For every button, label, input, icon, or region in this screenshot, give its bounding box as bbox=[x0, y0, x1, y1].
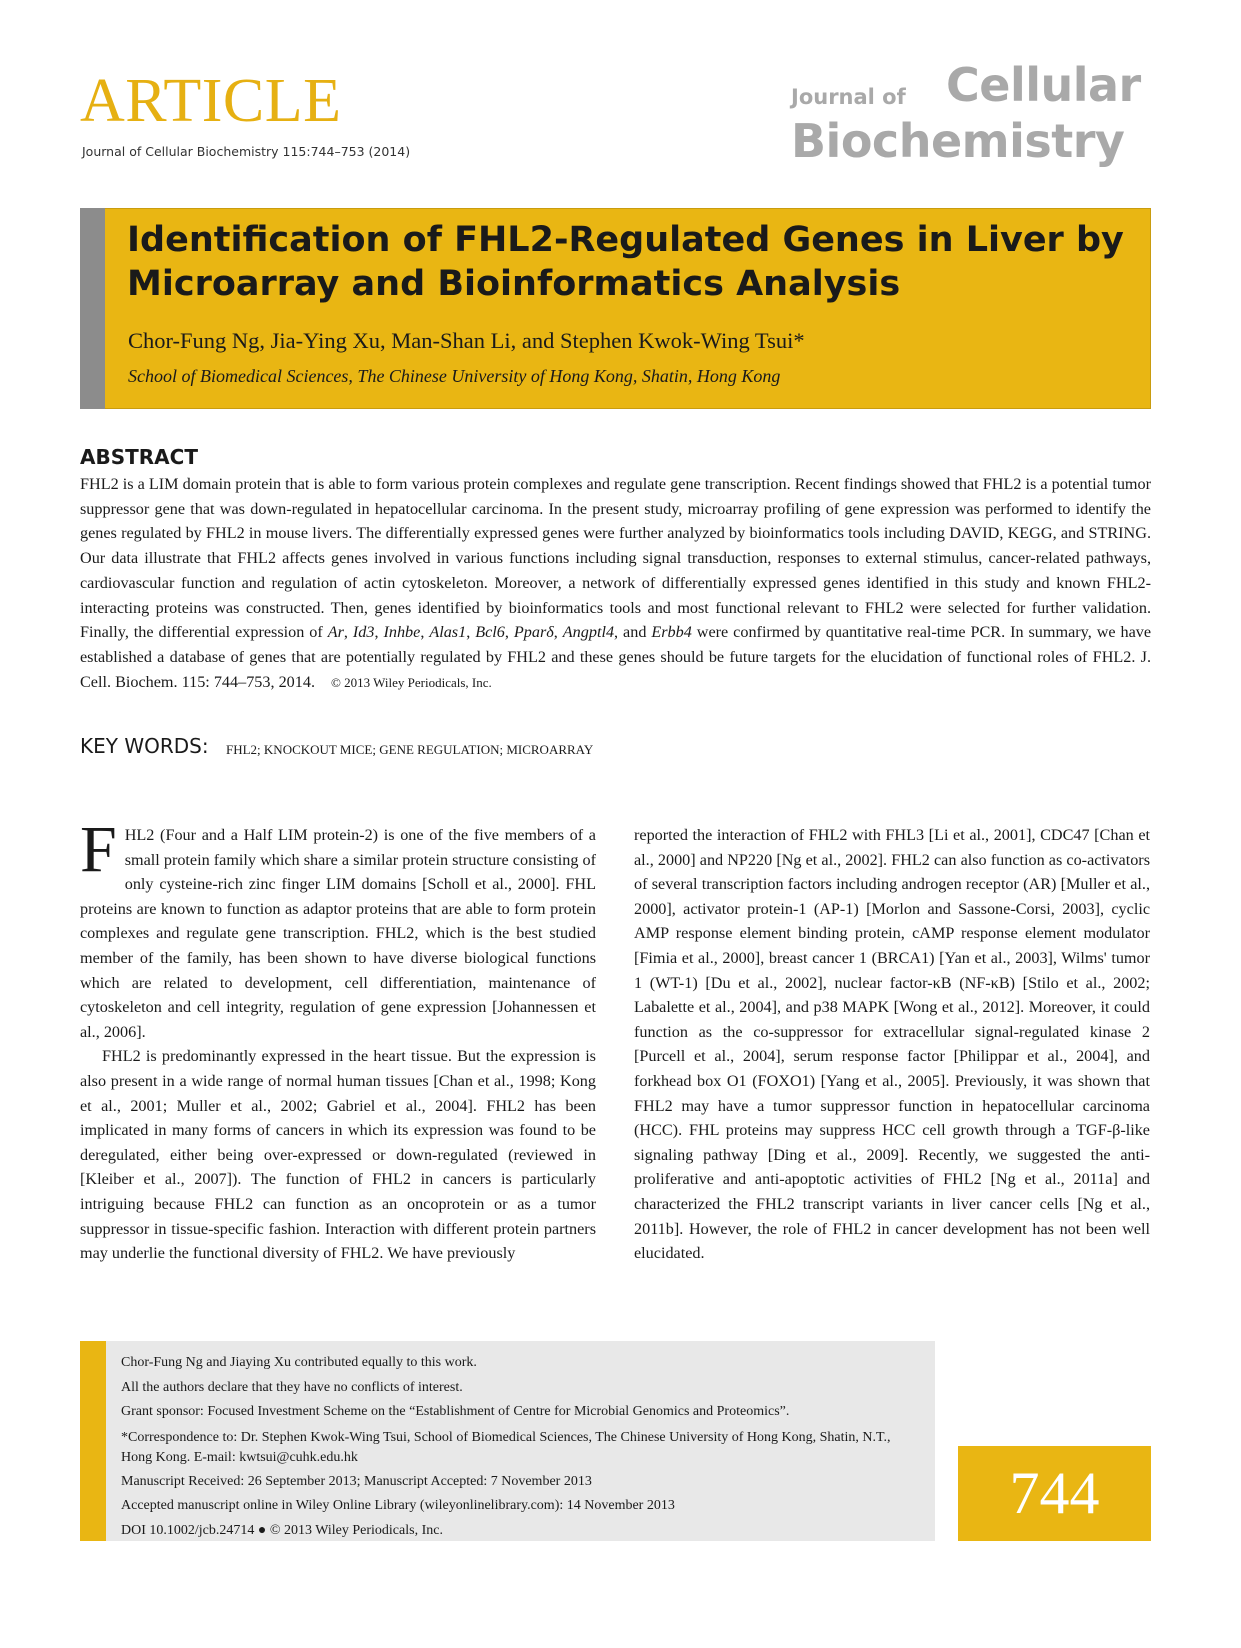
footnote-line: All the authors declare that they have no conflicts of interest. bbox=[121, 1379, 463, 1395]
journal-logo-line2: Biochemistry bbox=[791, 114, 1125, 168]
gene-name: Erbb4 bbox=[651, 623, 692, 642]
footnote-line: Accepted manuscript online in Wiley Online Library (wileyonlinelibrary.com): 14 November 2013 bbox=[121, 1498, 675, 1513]
abstract-part1: FHL2 is a LIM domain protein that is able to form various protein complexes and regulate gene transcription. Recent findings showed that FHL2 is a potential tumor suppressor gene that was down-regulated in hepatocellular carcinoma. In the present study, microarray profiling of gene expression was performed to identify the genes regulated by FHL2 in mouse livers. The differentially expressed genes were further analyzed by bioinformatics tools including DAVID, KEGG, and STRING. Our data illustrate that FHL2 affects genes involved in various functions including signal transduction, responses to external stimulus, cancer-related pathways, cardiovascular function and regulation of actin cytoskeleton. Moreover, a network of differentially expressed genes identified in this study and known FHL2-interacting proteins was constructed. Then, genes identified by bioinformatics tools and most functional relevant to FHL2 were selected for further validation. Finally, the differential expression of bbox=[80, 475, 1151, 642]
gene-name: Inhbe bbox=[383, 623, 421, 642]
footnote-side-bar bbox=[80, 1341, 106, 1541]
journal-logo-prefix: Journal of bbox=[791, 85, 906, 109]
footnote-correspondence: *Correspondence to: Dr. Stephen Kwok-Wing Tsui, School of Biomedical Sciences, The Chinese University of Hong Kong, Shatin, N.T., Hong Kong. E-mail: kwtsui@cuhk.edu.hk bbox=[121, 1429, 891, 1465]
body-paragraph: FHL2 is predominantly expressed in the heart tissue. But the expression is also present in a wide range of normal human tissues [Chan et al., 1998; Kong et al., 2001; Muller et al., 2002; Gabriel et al., 2004]. FHL2 has been implicated in many forms of cancers in which its expression was found to be deregulated, either being over-expressed or down-regulated (reviewed in [Kleiber et al., 2007]). The function of FHL2 in cancers is particularly intriguing because FHL2 can function as an oncoprotein or as a tumor suppressor in tissue-specific fashion. Interaction with different protein partners may underlie the functional diversity of FHL2. We have previously bbox=[80, 1047, 596, 1263]
affiliation: School of Biomedical Sciences, The Chinese University of Hong Kong, Shatin, Hong Kong bbox=[128, 366, 781, 386]
body-paragraph bbox=[80, 813, 596, 1044]
keywords-list: FHL2; KNOCKOUT MICE; GENE REGULATION; MICROARRAY bbox=[226, 742, 594, 757]
paper-title: Identification of FHL2-Regulated Genes in Liver by Microarray and Bioinformatics Analysis bbox=[127, 220, 1124, 304]
footnote-doi: DOI 10.1002/jcb.24714 ● © 2013 Wiley Periodicals, Inc. bbox=[121, 1522, 443, 1538]
drop-cap: F bbox=[80, 813, 117, 886]
body-column-left bbox=[80, 813, 596, 1266]
gene-name: Ar bbox=[327, 623, 344, 642]
footnote-line: Chor-Fung Ng and Jiaying Xu contributed equally to this work. bbox=[121, 1355, 477, 1370]
abstract-part2: were confirmed by quantitative real-time PCR. In summary, we have established a database of genes that are potentially regulated by FHL2 and these genes should be future targets for the elucidation of functional roles of FHL2. J. Cell. Biochem. 115: 744–753, 2014. bbox=[80, 623, 1152, 691]
gene-name: Alas1 bbox=[429, 623, 467, 642]
journal-citation: Journal of Cellular Biochemistry 115:744–753 (2014) bbox=[82, 144, 411, 159]
abstract-text: FHL2 is a LIM domain protein that is able to form various protein complexes and regulate gene transcription. Recent findings showed that FHL2 is a potential tumor suppressor gene that was down-regulated in hepatocellular carcinoma. In the present study, microarray profiling of gene expression was performed to identify the genes regulated by FHL2 in mouse livers. The differentially expressed genes were further analyzed by bioinformatics tools including DAVID, KEGG, and STRING. Our data illustrate that FHL2 affects genes involved in various functions including signal transduction, responses to external stimulus, cancer-related pathways, cardiovascular function and regulation of actin cytoskeleton. Moreover, a network of differentially expressed genes identified in this study and known FHL2-interacting proteins was constructed. Then, genes identified by bioinformatics tools and most functional relevant to FHL2 were selected for further validation. Finally, the differential expression of Ar, Id3, Inhbe, Alas1, Bcl6, Pparδ, Angptl4, and Erbb4 were confirmed by quantitative real-time PCR. In summary, we have established a database of genes that are potentially regulated by FHL2 and these genes should be future targets for the elucidation of functional roles of FHL2. J. Cell. Biochem. 115: 744–753, 2014. © 2013 Wiley Periodicals, Inc. bbox=[80, 475, 1152, 691]
page-number-box bbox=[958, 1446, 1151, 1541]
title-block-side-bar bbox=[80, 208, 105, 409]
gene-name: Angptl4 bbox=[562, 623, 615, 642]
body-text: HL2 (Four and a Half LIM protein-2) is one of the five members of a small protein family which share a similar protein structure consisting of only cysteine-rich zinc finger LIM domains [Scholl et al., 2000]. FHL proteins are known to function as adaptor proteins that are able to form protein complexes and regulate gene transcription. FHL2, which is the best studied member of the family, has been shown to have diverse biological functions which are related to development, cell differentiation, maintenance of cytoskeleton and cell integrity, regulation of gene expression [Johannessen et al., 2006]. bbox=[80, 826, 596, 1041]
abstract-heading: ABSTRACT bbox=[80, 445, 198, 469]
footnote-line: Manuscript Received: 26 September 2013; Manuscript Accepted: 7 November 2013 bbox=[121, 1473, 592, 1489]
abstract-copyright: © 2013 Wiley Periodicals, Inc. bbox=[331, 674, 492, 690]
gene-name: Bcl6 bbox=[475, 623, 505, 642]
keywords-heading: KEY WORDS: bbox=[80, 734, 209, 758]
article-label: ARTICLE bbox=[80, 67, 342, 135]
body-paragraph: reported the interaction of FHL2 with FHL3 [Li et al., 2001], CDC47 [Chan et al., 2000] and NP220 [Ng et al., 2002]. FHL2 can also function as co-activators of several transcription factors including androgen receptor (AR) [Muller et al., 2000], activator protein-1 (AP-1) [Morlon and Sassone-Corsi, 2003], cyclic AMP response element binding protein, cAMP response element modulator [Fimia et al., 2000], breast cancer 1 (BRCA1) [Yan et al., 2003], Wilms' tumor 1 (WT-1) [Du et al., 2002], nuclear factor-κB (NF-κB) [Stilo et al., 2002; Labalette et al., 2004], and p38 MAPK [Wong et al., 2012]. Moreover, it could function as the co-suppressor for extracellular signal-regulated kinase 2 [Purcell et al., 2004], serum response factor [Philippar et al., 2004], and forkhead box O1 (FOXO1) [Yang et al., 2005]. Previously, it was shown that FHL2 may have a tumor suppressor function in hepatocellular carcinoma (HCC). FHL proteins may suppress HCC cell growth through a TGF-β-like signaling pathway [Ding et al., 2009]. Recently, we suggested the anti-proliferative and anti-apoptotic activities of FHL2 [Ng et al., 2011a] and characterized the FHL2 transcript variants in liver cancer cells [Ng et al., 2011b]. However, the role of FHL2 in cancer development has not been well elucidated. bbox=[634, 826, 1150, 1263]
footnote-line: Grant sponsor: Focused Investment Scheme on the “Establishment of Centre for Microbial Genomics and Proteomics”. bbox=[121, 1404, 790, 1419]
page-number: 744 bbox=[1009, 1460, 1100, 1526]
gene-name: Id3 bbox=[352, 623, 375, 642]
journal-logo-line1: Cellular bbox=[946, 58, 1141, 112]
body-column-right bbox=[634, 823, 1150, 1266]
author-list: Chor-Fung Ng, Jia-Ying Xu, Man-Shan Li, and Stephen Kwok-Wing Tsui* bbox=[128, 328, 805, 353]
footnote-text bbox=[121, 1351, 921, 1543]
gene-name: Pparδ bbox=[513, 623, 554, 642]
